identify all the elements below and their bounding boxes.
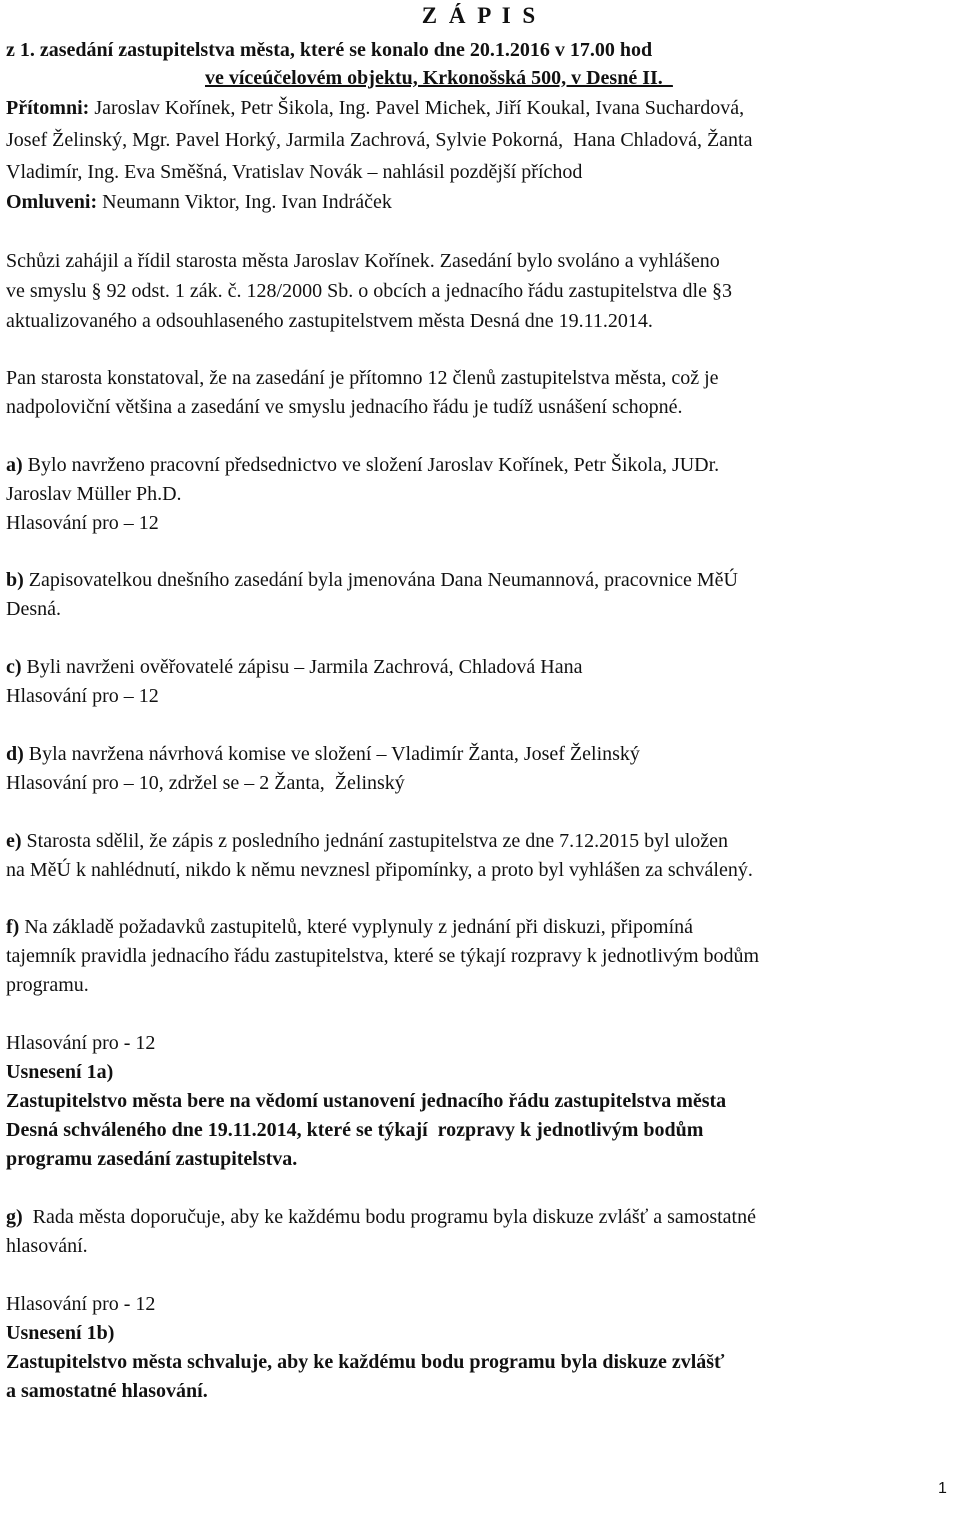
excused-names: Neumann Viktor, Ing. Ivan Indráček	[97, 191, 392, 213]
resolution-1b-title: Usnesení 1b)	[6, 1322, 115, 1344]
item-e-text: Starosta sdělil, že zápis z posledního jednání zastupitelstva ze dne 7.12.2015 byl uložen	[21, 830, 729, 852]
resolution-1b-text-2: a samostatné hlasování.	[6, 1380, 208, 1402]
resolution-1a-text-3: programu zasedání zastupitelstva.	[6, 1148, 298, 1170]
present-names-3: Vladimír, Ing. Eva Směšná, Vratislav Novák – nahlásil pozdější příchod	[6, 161, 583, 183]
opening-paragraph-1: Schůzi zahájil a řídil starosta města Jaroslav Kořínek. Zasedání bylo svoláno a vyhlášeno	[6, 250, 720, 272]
quorum-paragraph-1: Pan starosta konstatoval, že na zasedání je přítomno 12 členů zastupitelstva města, což je	[6, 367, 719, 389]
item-a	[6, 453, 719, 477]
item-b-text-2: Desná.	[6, 598, 61, 620]
resolution-1b-text-1: Zastupitelstvo města schvaluje, aby ke každému bodu programu byla diskuze zvlášť	[6, 1351, 725, 1373]
item-e-text-2: na MěÚ k nahlédnutí, nikdo k němu nevznesl připomínky, a proto byl vyhlášen za schválený.	[6, 859, 753, 881]
item-f-vote: Hlasování pro - 12	[6, 1032, 156, 1054]
meeting-subtitle: z 1. zasedání zastupitelstva města, které se konalo dne 20.1.2016 v 17.00 hod	[6, 39, 653, 61]
item-g-text: Rada města doporučuje, aby ke každému bodu programu byla diskuze zvlášť a samostatné	[22, 1206, 756, 1228]
item-g-vote: Hlasování pro - 12	[6, 1293, 156, 1315]
meeting-location: ve víceúčelovém objektu, Krkonošská 500, v Desné II._	[205, 67, 673, 89]
present-names-2: Josef Želinský, Mgr. Pavel Horký, Jarmila Zachrová, Sylvie Pokorná, Hana Chladová, Žanta	[6, 129, 753, 151]
page-title: Z Á P I S	[421, 3, 539, 28]
resolution-1a-text-1: Zastupitelstvo města bere na vědomí ustanovení jednacího řádu zastupitelstva města	[6, 1090, 727, 1112]
resolution-1a-title: Usnesení 1a)	[6, 1061, 114, 1083]
page-number: 1	[938, 1480, 947, 1497]
item-f-text-2: tajemník pravidla jednacího řádu zastupitelstva, které se týkají rozpravy k jednotlivým bodům	[6, 945, 760, 967]
item-e	[6, 829, 728, 853]
item-g	[6, 1205, 756, 1229]
item-g-text-2: hlasování.	[6, 1235, 88, 1257]
item-a-vote: Hlasování pro – 12	[6, 512, 159, 534]
item-g-label: g)	[6, 1206, 23, 1228]
resolution-1a-text-2: Desná schváleného dne 19.11.2014, které se týkají rozpravy k jednotlivým bodům	[6, 1119, 704, 1141]
item-f-text-3: programu.	[6, 974, 89, 996]
attendance-present	[6, 96, 744, 120]
present-names-1: Jaroslav Kořínek, Petr Šikola, Ing. Pavel Michek, Jiří Koukal, Ivana Suchardová,	[89, 97, 745, 119]
opening-paragraph-3: aktualizovaného a odsouhlaseného zastupitelstvem města Desná dne 19.11.2014.	[6, 310, 653, 332]
attendance-excused	[6, 190, 392, 214]
item-f-label: f)	[6, 916, 20, 938]
item-c-label: c)	[6, 656, 22, 678]
item-e-label: e)	[6, 830, 22, 852]
item-b-text: Zapisovatelkou dnešního zasedání byla jmenována Dana Neumannová, pracovnice MěÚ	[23, 569, 738, 591]
item-a-text: Bylo navrženo pracovní předsednictvo ve složení Jaroslav Kořínek, Petr Šikola, JUDr.	[22, 454, 720, 476]
item-c	[6, 655, 582, 679]
present-label: Přítomni:	[6, 97, 90, 119]
item-f-text: Na základě požadavků zastupitelů, které vyplynuly z jednání při diskuzi, připomíná	[19, 916, 694, 938]
item-d-label: d)	[6, 743, 24, 765]
item-f	[6, 915, 693, 939]
quorum-paragraph-2: nadpoloviční většina a zasedání ve smyslu jednacího řádu je tudíž usnášení schopné.	[6, 396, 683, 418]
item-c-text: Byli navrženi ověřovatelé zápisu – Jarmila Zachrová, Chladová Hana	[21, 656, 583, 678]
item-a-label: a)	[6, 454, 23, 476]
item-c-vote: Hlasování pro – 12	[6, 685, 159, 707]
item-d-vote: Hlasování pro – 10, zdržel se – 2 Žanta, Želinský	[6, 772, 405, 794]
excused-label: Omluveni:	[6, 191, 98, 213]
opening-paragraph-2: ve smyslu § 92 odst. 1 zák. č. 128/2000 Sb. o obcích a jednacího řádu zastupitelstva dle §3	[6, 280, 732, 302]
item-b	[6, 568, 738, 592]
item-d	[6, 742, 640, 766]
item-b-label: b)	[6, 569, 24, 591]
item-d-text: Byla navržena návrhová komise ve složení – Vladimír Žanta, Josef Želinský	[23, 743, 640, 765]
item-a-text-2: Jaroslav Müller Ph.D.	[6, 483, 182, 505]
